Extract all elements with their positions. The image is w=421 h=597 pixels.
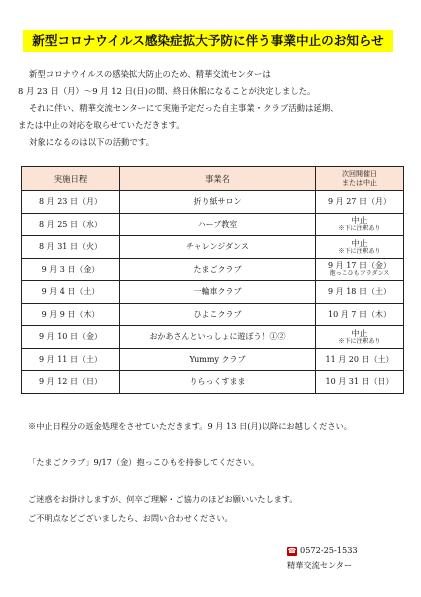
phone-number: 0572-25-1533 — [300, 545, 358, 555]
next-date-value: 中止 — [351, 328, 368, 338]
refund-note: ※中止日程分の返金処理をさせていただきます。9 月 13 日(月)以降にお越しください。 — [28, 421, 352, 431]
row-date: 9 月 11 日（土） — [22, 348, 120, 371]
intro-line-5: 対象になるのは以下の活動です。 — [29, 137, 154, 147]
row-next-date — [316, 326, 404, 349]
row-date: 9 月 4 日（土） — [22, 281, 120, 304]
row-event-name: おかあさんといっしょに遊ぼう！①② — [120, 326, 316, 349]
table-row — [22, 258, 404, 281]
row-date: 8 月 31 日（火） — [22, 236, 120, 259]
row-next-date — [316, 371, 404, 394]
next-date-note: 抱っこひもフラダンス — [329, 270, 390, 278]
header-event-name: 事業名 — [120, 167, 316, 191]
row-date: 9 月 10 日（金） — [22, 326, 120, 349]
row-event-name: たまごクラブ — [120, 258, 316, 281]
next-date-value: 9 月 17 日（金） — [328, 261, 391, 271]
next-date-value: 9 月 27 日（月） — [328, 197, 391, 207]
row-next-date — [316, 258, 404, 281]
row-event-name: ひよこクラブ — [120, 303, 316, 326]
apology-line-1: ご迷惑をお掛けしますが、何卒ご理解・ご協力のほどお願いいたします。 — [28, 494, 298, 504]
table-row — [22, 303, 404, 326]
next-date-value: 9 月 18 日（土） — [328, 287, 391, 297]
apology-line-2: ご不明点などございましたら、お問い合わせください。 — [28, 513, 233, 523]
row-next-date — [316, 213, 404, 236]
row-event-name: Yummy クラブ — [120, 348, 316, 371]
intro-line-3: それに伴い、精華交流センターにて実施予定だった自主事業・クラブ活動は延期、 — [29, 103, 339, 113]
row-next-date — [316, 303, 404, 326]
row-next-date — [316, 236, 404, 259]
table-row — [22, 191, 404, 214]
next-date-note: ※下に注釈あり — [338, 247, 381, 255]
row-next-date — [316, 191, 404, 214]
notice-title: 新型コロナウイルス感染症拡大予防に伴う事業中止のお知らせ — [23, 30, 393, 52]
header-next-date: 次回開催日 または中止 — [316, 167, 404, 191]
row-next-date — [316, 348, 404, 371]
table-row — [22, 326, 404, 349]
table-row — [22, 348, 404, 371]
row-event-name: チャレンジダンス — [120, 236, 316, 259]
events-table — [21, 166, 404, 394]
next-date-value: 11 月 20 日（土） — [325, 354, 394, 364]
next-date-value: 中止 — [351, 216, 368, 226]
phone-line — [287, 543, 358, 558]
intro-text — [18, 66, 408, 151]
intro-line-2: 8 月 23 日（月）～9 月 12 日(日)の間、終日休館になることが決定しました。 — [18, 86, 316, 96]
next-date-value: 中止 — [351, 238, 368, 248]
table-row — [22, 236, 404, 259]
table-row — [22, 213, 404, 236]
row-next-date — [316, 281, 404, 304]
telephone-icon: ☎ — [287, 546, 297, 555]
intro-line-1: 新型コロナウイルスの感染拡大防止のため、精華交流センターは — [29, 69, 271, 79]
table-row — [22, 371, 404, 394]
row-date: 9 月 3 日（金） — [22, 258, 120, 281]
row-event-name: 一輪車クラブ — [120, 281, 316, 304]
row-date: 9 月 12 日（日） — [22, 371, 120, 394]
next-date-note: ※下に注釈あり — [338, 225, 381, 233]
next-date-value: 10 月 7 日（木） — [328, 309, 391, 319]
tamago-note: 「たまごクラブ」9/17（金）抱っこひもを持参してください。 — [28, 457, 260, 467]
header-date: 実施日程 — [22, 167, 120, 191]
row-date: 9 月 9 日（木） — [22, 303, 120, 326]
row-event-name: 折り紙サロン — [120, 191, 316, 214]
row-date: 8 月 25 日（水） — [22, 213, 120, 236]
contact-footer — [287, 543, 358, 573]
next-date-value: 10 月 31 日（日） — [325, 377, 394, 387]
row-event-name: ハーブ教室 — [120, 213, 316, 236]
row-event-name: りらっくすまま — [120, 371, 316, 394]
next-date-note: ※下に注釈あり — [338, 337, 381, 345]
table-header-row — [22, 167, 404, 191]
row-date: 8 月 23 日（月） — [22, 191, 120, 214]
organization-name: 精華交流センター — [287, 560, 353, 570]
table-row — [22, 281, 404, 304]
intro-line-4: または中止の対応を取らせていただきます。 — [18, 120, 185, 130]
